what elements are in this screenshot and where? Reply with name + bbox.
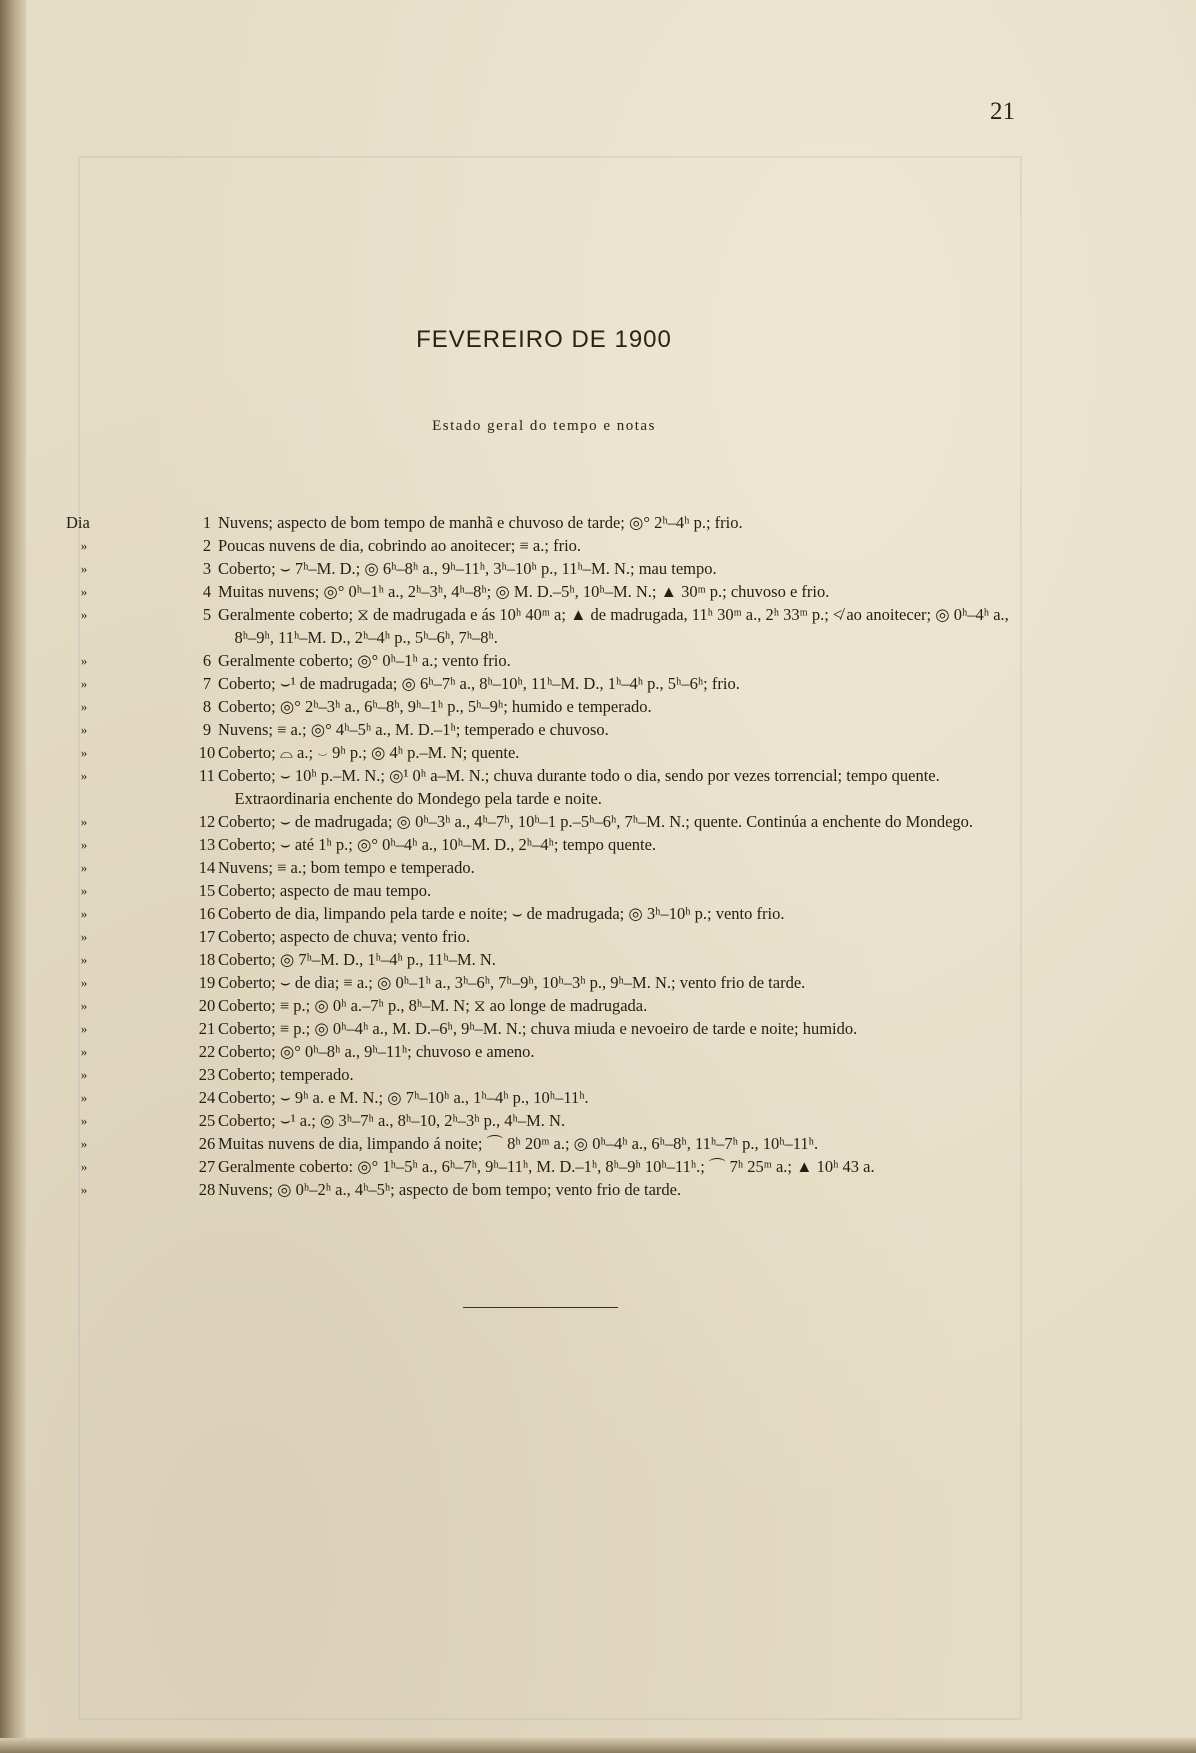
day-number: 22 (198, 1042, 216, 1061)
entry-row (66, 741, 1016, 764)
ditto-mark: » (80, 1159, 88, 1174)
entry-row (66, 511, 1016, 534)
entry-row (66, 580, 1016, 603)
day-number: 24 (198, 1088, 216, 1107)
day-number: 3 (202, 559, 212, 578)
binding-edge (0, 0, 26, 1753)
entry-row (66, 1109, 1016, 1132)
entry-row (66, 695, 1016, 718)
day-number: 15 (198, 881, 216, 900)
entry-row (66, 1040, 1016, 1063)
entry-text: Coberto; ⌣ 10ʰ p.–M. N.; ◎¹ 0ʰ a–M. N.; chuva durante todo o dia, sendo por vezes torrencial; tempo quente. Extraordinaria enchente do Mondego pela tarde e noite. (218, 766, 940, 808)
day-number: 26 (198, 1134, 216, 1153)
ditto-mark: » (80, 1182, 88, 1197)
page-bottom-edge (0, 1738, 1196, 1753)
ditto-mark: » (80, 998, 88, 1013)
entry-row (66, 1178, 1016, 1201)
ditto-mark: » (80, 1021, 88, 1036)
day-number: 10 (198, 743, 216, 762)
entry-row (66, 1017, 1016, 1040)
entry-text: Poucas nuvens de dia, cobrindo ao anoitecer; ≡ a.; frio. (218, 536, 582, 555)
ditto-mark: » (80, 929, 88, 944)
ditto-mark: » (80, 699, 88, 714)
day-number: 28 (198, 1180, 216, 1199)
entry-text: Coberto; ⌓ a.; ⌣ 9ʰ p.; ◎ 4ʰ p.–M. N; quente. (218, 743, 520, 762)
ditto-mark: » (80, 1136, 88, 1151)
ditto-mark: » (80, 952, 88, 967)
day-number: 16 (198, 904, 216, 923)
ditto-mark: » (80, 768, 88, 783)
entry-row (66, 994, 1016, 1017)
entry-row (66, 948, 1016, 971)
day-number: 2 (202, 536, 212, 555)
ditto-mark: » (80, 538, 88, 553)
entry-row (66, 534, 1016, 557)
entry-row (66, 833, 1016, 856)
entry-row (66, 649, 1016, 672)
entry-row (66, 603, 1016, 649)
day-label: Dia (66, 513, 90, 532)
entry-text: Coberto; ⌣ 7ʰ–M. D.; ◎ 6ʰ–8ʰ a., 9ʰ–11ʰ, 3ʰ–10ʰ p., 11ʰ–M. N.; mau tempo. (218, 559, 717, 578)
entry-row (66, 810, 1016, 833)
day-number: 5 (202, 605, 212, 624)
ditto-mark: » (80, 814, 88, 829)
ditto-mark: » (80, 906, 88, 921)
day-number: 7 (202, 674, 212, 693)
ditto-mark: » (80, 1113, 88, 1128)
entry-row (66, 1155, 1016, 1178)
ditto-mark: » (80, 1090, 88, 1105)
day-number: 17 (198, 927, 216, 946)
page-title: FEVEREIRO DE 1900 (416, 326, 672, 353)
closing-rule (463, 1307, 618, 1308)
entry-text: Coberto; temperado. (218, 1065, 354, 1084)
entry-text: Coberto; ◎° 2ʰ–3ʰ a., 6ʰ–8ʰ, 9ʰ–1ʰ p., 5ʰ–9ʰ; humido e temperado. (218, 697, 652, 716)
day-number: 18 (198, 950, 216, 969)
entry-text: Nuvens; ◎ 0ʰ–2ʰ a., 4ʰ–5ʰ; aspecto de bom tempo; vento frio de tarde. (218, 1180, 682, 1199)
entry-row (66, 856, 1016, 879)
ditto-mark: » (80, 975, 88, 990)
entry-text: Coberto de dia, limpando pela tarde e noite; ⌣ de madrugada; ◎ 3ʰ–10ʰ p.; vento frio. (218, 904, 785, 923)
entry-row (66, 879, 1016, 902)
entry-text: Coberto; ⌣ de madrugada; ◎ 0ʰ–3ʰ a., 4ʰ–7ʰ, 10ʰ–1 p.–5ʰ–6ʰ, 7ʰ–M. N.; quente. Continúa a enchente do Mondego. (218, 812, 974, 831)
entry-row (66, 718, 1016, 741)
entry-text: Geralmente coberto: ◎° 1ʰ–5ʰ a., 6ʰ–7ʰ, 9ʰ–11ʰ, M. D.–1ʰ, 8ʰ–9ʰ 10ʰ–11ʰ.; ⌒ 7ʰ 25ᵐ a.; ▲ 10ʰ 43 a. (218, 1157, 875, 1176)
entry-row (66, 764, 1016, 810)
day-number: 14 (198, 858, 216, 877)
day-number: 9 (202, 720, 212, 739)
entry-text: Coberto; ≡ p.; ◎ 0ʰ–4ʰ a., M. D.–6ʰ, 9ʰ–M. N.; chuva miuda e nevoeiro de tarde e noite; humido. (218, 1019, 858, 1038)
entry-text: Coberto; aspecto de chuva; vento frio. (218, 927, 471, 946)
ditto-mark: » (80, 837, 88, 852)
day-number: 11 (199, 766, 215, 785)
ditto-mark: » (80, 883, 88, 898)
day-number: 12 (198, 812, 216, 831)
entry-text: Coberto; ◎° 0ʰ–8ʰ a., 9ʰ–11ʰ; chuvoso e ameno. (218, 1042, 535, 1061)
ditto-mark: » (80, 1044, 88, 1059)
entry-text: Coberto; aspecto de mau tempo. (218, 881, 432, 900)
day-number: 13 (198, 835, 216, 854)
entry-text: Coberto; ⌣ 9ʰ a. e M. N.; ◎ 7ʰ–10ʰ a., 1ʰ–4ʰ p., 10ʰ–11ʰ. (218, 1088, 589, 1107)
entry-row (66, 925, 1016, 948)
ditto-mark: » (80, 607, 88, 622)
entry-text: Nuvens; ≡ a.; ◎° 4ʰ–5ʰ a., M. D.–1ʰ; temperado e chuvoso. (218, 720, 609, 739)
day-number: 4 (202, 582, 212, 601)
entry-text: Nuvens; ≡ a.; bom tempo e temperado. (218, 858, 475, 877)
entry-row (66, 1063, 1016, 1086)
day-number: 1 (202, 513, 212, 532)
entry-text: Coberto; ◎ 7ʰ–M. D., 1ʰ–4ʰ p., 11ʰ–M. N. (218, 950, 496, 969)
entry-text: Muitas nuvens; ◎° 0ʰ–1ʰ a., 2ʰ–3ʰ, 4ʰ–8ʰ; ◎ M. D.–5ʰ, 10ʰ–M. N.; ▲ 30ᵐ p.; chuvoso e frio. (218, 582, 830, 601)
entry-text: Coberto; ⌣ de dia; ≡ a.; ◎ 0ʰ–1ʰ a., 3ʰ–6ʰ, 7ʰ–9ʰ, 10ʰ–3ʰ p., 9ʰ–M. N.; vento frio de tarde. (218, 973, 806, 992)
day-number: 21 (198, 1019, 216, 1038)
day-number: 20 (198, 996, 216, 1015)
page-number: 21 (990, 98, 1015, 125)
ditto-mark: » (80, 745, 88, 760)
entry-text: Coberto; ⌣¹ a.; ◎ 3ʰ–7ʰ a., 8ʰ–10, 2ʰ–3ʰ p., 4ʰ–M. N. (218, 1111, 566, 1130)
day-number: 25 (198, 1111, 216, 1130)
entry-text: Geralmente coberto; ⧖ de madrugada e ás 10ʰ 40ᵐ a; ▲ de madrugada, 11ʰ 30ᵐ a., 2ʰ 33ᵐ p.; ≮ ao anoitecer; ◎ 0ʰ–4ʰ a., 8ʰ–9ʰ, 11ʰ–M. D., 2ʰ–4ʰ p., 5ʰ–6ʰ, 7ʰ–8ʰ. (218, 605, 1009, 647)
day-number: 19 (198, 973, 216, 992)
entry-row (66, 971, 1016, 994)
day-number: 27 (198, 1157, 216, 1176)
ditto-mark: » (80, 584, 88, 599)
ditto-mark: » (80, 722, 88, 737)
entry-text: Geralmente coberto; ◎° 0ʰ–1ʰ a.; vento frio. (218, 651, 511, 670)
ditto-mark: » (80, 860, 88, 875)
entry-row (66, 1086, 1016, 1109)
daily-entries (66, 511, 1016, 1201)
day-number: 8 (202, 697, 212, 716)
day-number: 23 (198, 1065, 216, 1084)
ditto-mark: » (80, 676, 88, 691)
ditto-mark: » (80, 653, 88, 668)
entry-row (66, 902, 1016, 925)
entry-text: Muitas nuvens de dia, limpando á noite; ⌒ 8ʰ 20ᵐ a.; ◎ 0ʰ–4ʰ a., 6ʰ–8ʰ, 11ʰ–7ʰ p., 10ʰ–11ʰ. (218, 1134, 819, 1153)
entry-row (66, 672, 1016, 695)
entry-text: Coberto; ⌣¹ de madrugada; ◎ 6ʰ–7ʰ a., 8ʰ–10ʰ, 11ʰ–M. D., 1ʰ–4ʰ p., 5ʰ–6ʰ; frio. (218, 674, 740, 693)
entry-row (66, 557, 1016, 580)
entry-text: Coberto; ⌣ até 1ʰ p.; ◎° 0ʰ–4ʰ a., 10ʰ–M. D., 2ʰ–4ʰ; tempo quente. (218, 835, 657, 854)
entry-text: Nuvens; aspecto de bom tempo de manhã e chuvoso de tarde; ◎° 2ʰ–4ʰ p.; frio. (218, 513, 743, 532)
entry-text: Coberto; ≡ p.; ◎ 0ʰ a.–7ʰ p., 8ʰ–M. N; ⧖ ao longe de madrugada. (218, 996, 648, 1015)
ditto-mark: » (80, 1067, 88, 1082)
day-number: 6 (202, 651, 212, 670)
entry-row (66, 1132, 1016, 1155)
page-subtitle: Estado geral do tempo e notas (432, 418, 656, 434)
ditto-mark: » (80, 561, 88, 576)
